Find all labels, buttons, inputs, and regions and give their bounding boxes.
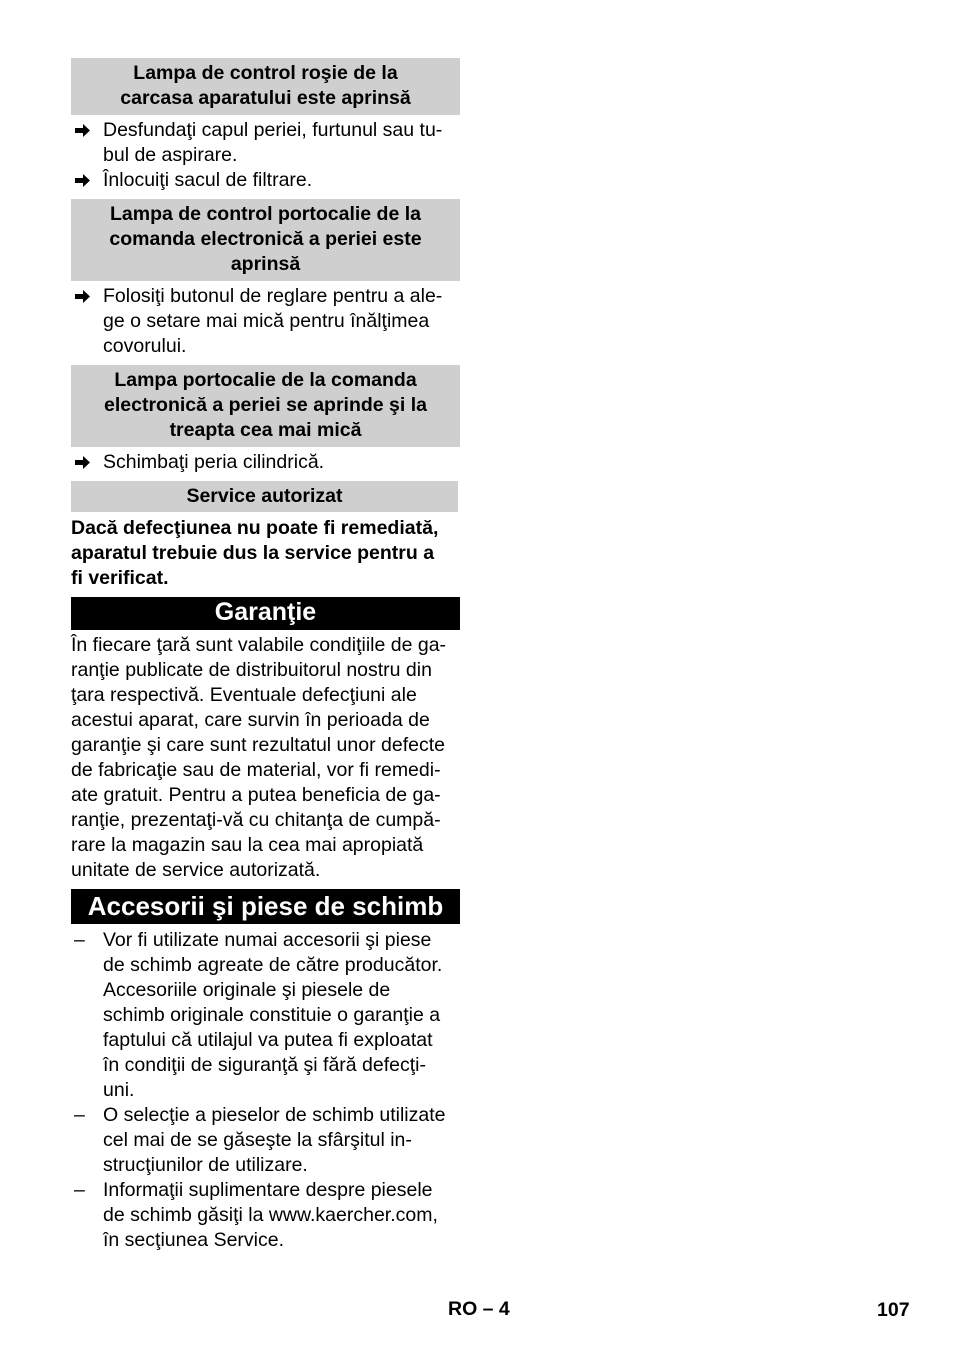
arrow-right-icon [74,118,98,146]
list-dash: – [74,1104,85,1126]
list-item-text: ge o setare mai mică pentru înălţimea [103,310,430,332]
heading-warranty-text: Garanţie [214,598,317,626]
heading-orange-lamp-lowest [71,365,460,447]
heading-warranty [71,597,460,630]
list-item-text: Vor fi utilizate numai accesorii şi piese [103,929,432,951]
heading-service-text: Service autorizat [186,485,343,507]
warranty-line: rare la magazin sau la cea mai apropiată [71,834,424,856]
list-item-text: în secţiunea Service. [103,1229,285,1251]
heading-orange-lowest-line1: Lampa portocalie de la comanda [114,369,417,391]
service-note [71,516,460,591]
list-item-more-info [71,1178,460,1253]
list-item-text: Schimbaţi peria cilindrică. [103,451,325,473]
warranty-line: ate gratuit. Pentru a putea beneficia de ga- [71,784,441,806]
arrow-right-icon [74,450,98,478]
list-item-text: cel mai de se găseşte la sfârşitul in- [103,1129,412,1151]
warranty-line: ţara respectivă. Eventuale defecţiuni ale [71,684,417,706]
list-dash: – [74,929,85,951]
warranty-paragraph [71,633,460,883]
footer-section-label: RO – 4 [448,1298,510,1320]
warranty-line: În fiecare ţară sunt valabile condiţiile de ga- [71,634,447,656]
heading-orange-lamp-line3: aprinsă [230,253,301,275]
list-item-text: Desfundaţi capul periei, furtunul sau tu- [103,119,443,141]
arrow-right-icon [74,168,98,196]
heading-orange-lowest-line2: electronică a periei se aprinde şi la [104,394,427,416]
service-note-line: Dacă defecţiunea nu poate fi remediată, [71,517,439,539]
list-item-text: de schimb găsiţi la www.kaercher.com, [103,1204,438,1226]
warranty-line: acestui aparat, care survin în perioada de [71,709,430,731]
list-item-replace-bag [71,168,460,193]
heading-red-lamp-line1: Lampa de control roşie de la [133,62,398,84]
heading-red-lamp-line2: carcasa aparatului este aprinsă [120,87,411,109]
heading-accessories [71,889,460,924]
heading-red-lamp [71,58,460,115]
list-item-text: în condiţii de siguranţă şi fără defecţi- [103,1054,427,1076]
heading-orange-lamp [71,199,460,281]
heading-orange-lamp-line1: Lampa de control portocalie de la [110,203,421,225]
warranty-line: ranţie, prezentaţi-vă cu chitanţa de cumpă- [71,809,441,831]
list-item-text: Informaţii suplimentare despre piesele [103,1179,433,1201]
list-item-accessories-original [71,928,460,1103]
list-item-text: strucţiunilor de utilizare. [103,1154,308,1176]
service-note-line: fi verificat. [71,567,169,589]
list-item-text: de schimb agreate de către producător. [103,954,443,976]
list-item-text: schimb originale constituie o garanţie a [103,1004,441,1026]
warranty-line: unitate de service autorizată. [71,859,321,881]
list-item-spare-parts-selection [71,1103,460,1178]
heading-service [71,481,458,512]
list-item-change-brush [71,450,460,475]
list-item-text: uni. [103,1079,135,1101]
list-item-text: Accesoriile originale şi piesele de [103,979,391,1001]
list-item-text: bul de aspirare. [103,144,238,166]
warranty-line: garanţie şi care sunt rezultatul unor defecte [71,734,445,756]
list-item-adjust-height [71,284,460,359]
warranty-line: de fabricaţie sau de material, vor fi remedi- [71,759,441,781]
list-item-text: Înlocuiţi sacul de filtrare. [103,169,313,191]
page-number: 107 [877,1299,910,1321]
heading-orange-lowest-line3: treapta cea mai mică [169,419,362,441]
heading-orange-lamp-line2: comanda electronică a periei este [109,228,422,250]
list-item-text: O selecţie a pieselor de schimb utilizate [103,1104,446,1126]
heading-accessories-text: Accesorii şi piese de schimb [87,891,444,921]
warranty-line: ranţie publicate de distribuitorul nostru din [71,659,432,681]
list-item-text: Folosiţi butonul de reglare pentru a ale- [103,285,443,307]
list-item-text: faptului că utilajul va putea fi exploatat [103,1029,433,1051]
service-note-line: aparatul trebuie dus la service pentru a [71,542,435,564]
list-item-unclog [71,118,460,168]
list-dash: – [74,1179,85,1201]
list-item-text: covorului. [103,335,187,357]
arrow-right-icon [74,284,98,312]
